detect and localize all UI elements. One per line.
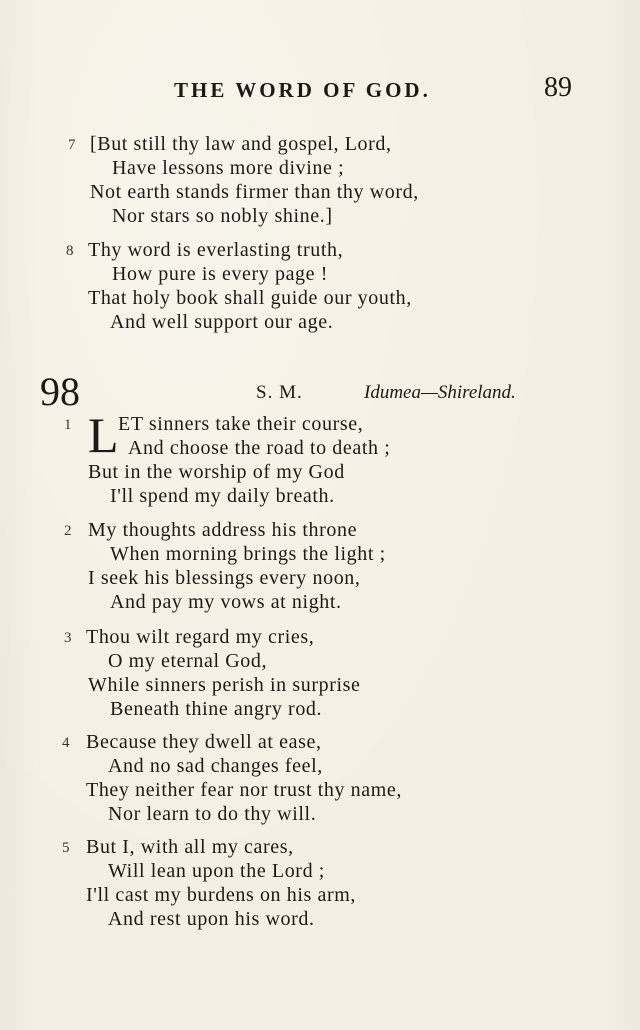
verse-line: My thoughts address his throne <box>88 519 358 541</box>
verse-line: I seek his blessings every noon, <box>88 567 361 589</box>
verse-line: ET sinners take their course, <box>118 413 364 435</box>
verse-line: Thou wilt regard my cries, <box>86 626 315 648</box>
verse-line: And well support our age. <box>110 311 334 333</box>
verse-number: 1 <box>64 417 72 433</box>
verse-line: And pay my vows at night. <box>110 591 342 613</box>
verse-line: Thy word is everlasting truth, <box>88 239 344 261</box>
hymn-tune: Idumea—Shireland. <box>364 382 516 403</box>
verse-line: O my eternal God, <box>108 650 268 672</box>
verse-number: 5 <box>62 840 70 856</box>
drop-cap: L <box>88 407 119 463</box>
hymn-meter: S. M. <box>256 382 303 403</box>
verse-line: And choose the road to death ; <box>128 437 391 459</box>
page-header <box>0 72 640 106</box>
verse-line: But in the worship of my God <box>88 461 345 483</box>
verse-line: Will lean upon the Lord ; <box>108 860 325 882</box>
verse-line: [But still thy law and gospel, Lord, <box>90 133 392 155</box>
verse-line: When morning brings the light ; <box>110 543 386 565</box>
verse-line: But I, with all my cares, <box>86 836 294 858</box>
verse-number: 3 <box>64 630 72 646</box>
verse-line: Beneath thine angry rod. <box>110 698 323 720</box>
verse-line: And no sad changes feel, <box>108 755 323 777</box>
verse-line: Not earth stands firmer than thy word, <box>90 181 419 203</box>
page-number: 89 <box>544 72 572 103</box>
verse-line: I'll cast my burdens on his arm, <box>86 884 356 906</box>
verse-line: Nor learn to do thy will. <box>108 803 317 825</box>
verse-number: 7 <box>68 137 76 153</box>
verse-line: Because they dwell at ease, <box>86 731 322 753</box>
verse-number: 8 <box>66 243 74 259</box>
verse-number: 4 <box>62 735 70 751</box>
verse-line: How pure is every page ! <box>112 263 328 285</box>
verse-line: And rest upon his word. <box>108 908 315 930</box>
verse-line: Nor stars so nobly shine.] <box>112 205 333 227</box>
verse-line: While sinners perish in surprise <box>88 674 361 696</box>
verse-number: 2 <box>64 523 72 539</box>
verse-line: They neither fear nor trust thy name, <box>86 779 402 801</box>
hymn-number: 98 <box>40 369 80 414</box>
verse-line: That holy book shall guide our youth, <box>88 287 412 309</box>
verse-line: I'll spend my daily breath. <box>110 485 335 507</box>
verse-line: Have lessons more divine ; <box>112 157 345 179</box>
running-title: THE WORD OF GOD. <box>174 78 431 102</box>
